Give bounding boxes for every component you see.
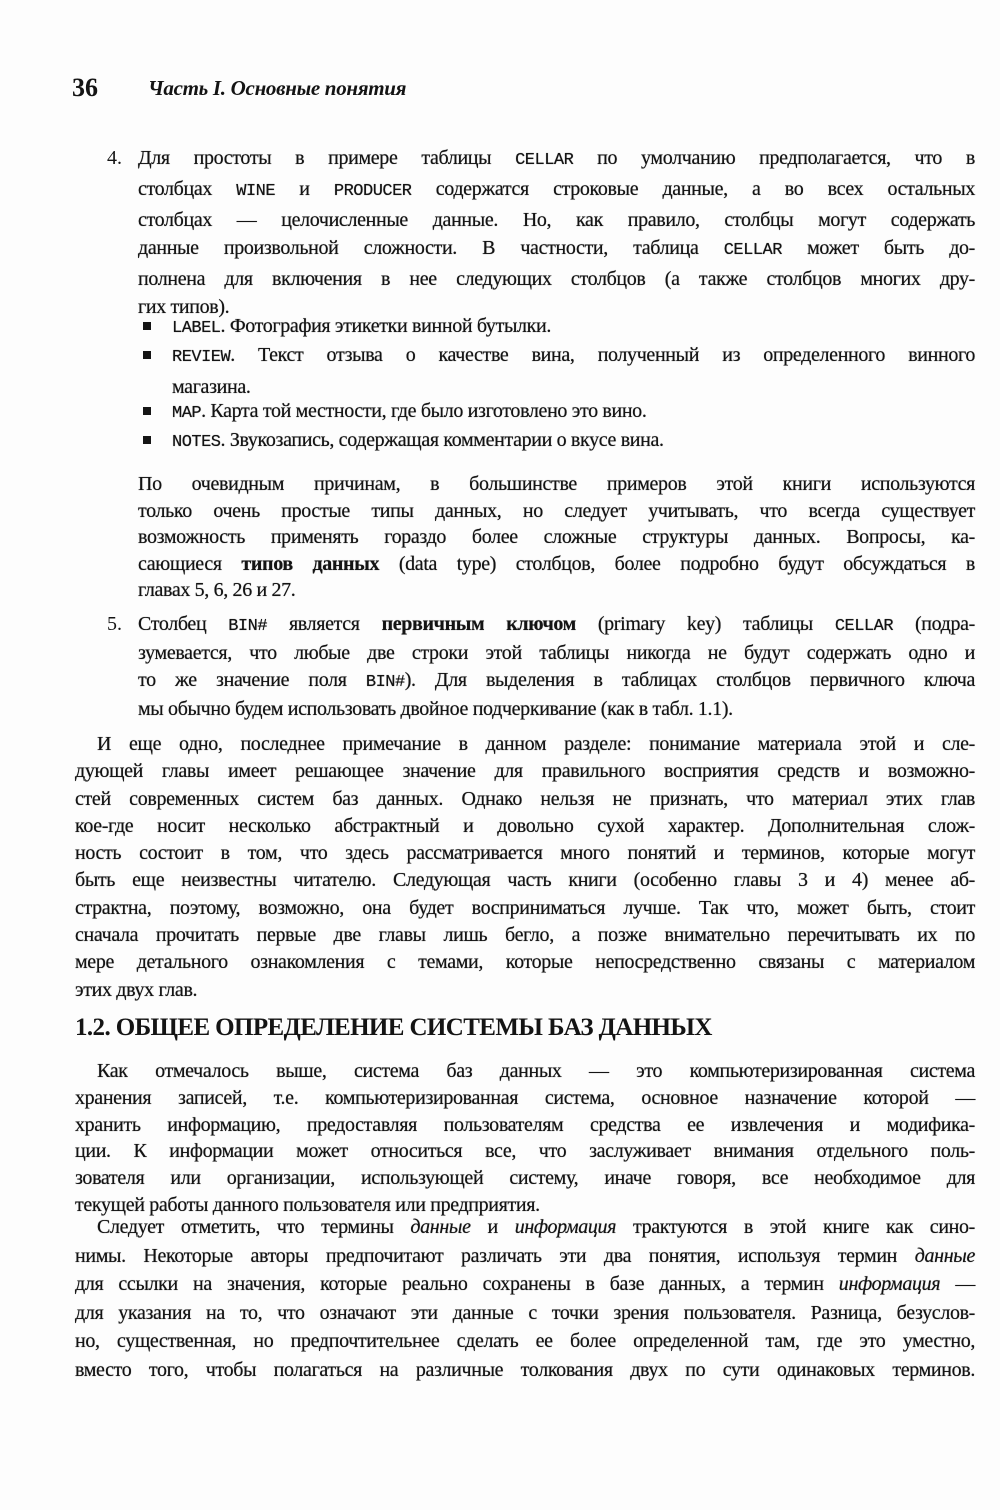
code-term: PRODUCER (333, 182, 412, 201)
text-run: для указания на то, что означают эти данные с точки зрения пользователя. Разница, безуслов- (75, 1301, 975, 1324)
text-line (75, 1112, 975, 1139)
page-number: 36 (72, 73, 98, 102)
text-run: — (940, 1273, 975, 1296)
body-paragraph (75, 1058, 975, 1219)
code-term: REVIEW (172, 348, 231, 367)
code-term: CELLAR (515, 151, 574, 170)
text-line (75, 1242, 975, 1271)
text-run: данные произвольной сложности. В частности, таблица (138, 237, 724, 259)
text-run: Столбец (138, 613, 229, 635)
text-run: но, существенная, но предпочтительнее сделать ее более определенной там, где это уместно, (75, 1330, 975, 1353)
code-term: MAP (172, 404, 202, 423)
list-number: 5. (107, 613, 122, 635)
italic-term: информация (514, 1216, 617, 1238)
text-line (75, 949, 975, 976)
text-line (138, 265, 975, 293)
text-run: является (267, 613, 382, 635)
text-line (75, 1327, 975, 1356)
text-run: Следует отметить, что термины (97, 1216, 411, 1238)
text-line (138, 144, 975, 175)
body-paragraph (75, 1213, 975, 1385)
text-line (75, 758, 975, 785)
bullet-icon (143, 322, 151, 330)
text-run: дующей главы имеет решающее значение для правильного восприятия средств и возможно- (75, 760, 975, 783)
text-line (75, 1270, 975, 1299)
text-run: только очень простые типы данных, но следует учитывать, что всегда существует (138, 499, 975, 522)
bullet-item (172, 426, 975, 458)
text-run: (подра- (893, 613, 975, 635)
section-heading: 1.2. ОБЩЕЕ ОПРЕДЕЛЕНИЕ СИСТЕМЫ БАЗ ДАННЫХ (75, 1014, 712, 1041)
bullet-icon (143, 436, 151, 444)
code-term: BIN# (228, 617, 268, 636)
text-run: кое-где носит несколько абстрактный и довольно сухой характер. Дополнительная слож- (75, 814, 975, 837)
list-number: 4. (107, 147, 122, 169)
text-run: мы обычно будем использовать двойное подчеркивание (как в табл. 1.1). (138, 698, 733, 720)
bullet-item (172, 341, 975, 401)
bold-term: типов данных (241, 552, 380, 575)
text-run: . Фотография этикетки винной бутылки. (220, 315, 552, 337)
text-run: магазина. (172, 375, 251, 398)
text-line (75, 922, 975, 949)
text-line (138, 206, 975, 234)
text-run: хранения записей, т.е. компьютеризированная система, основное назначение которой — (75, 1086, 975, 1109)
code-term: CELLAR (834, 617, 894, 636)
text-run: возможность применять гораздо более сложные структуры данных. Вопросы, ка- (138, 526, 975, 548)
text-line (138, 551, 975, 578)
text-line (75, 1299, 975, 1328)
text-line (75, 977, 975, 1004)
text-run: зователя или организации, использующей систему, иначе говоря, все необходимое для (75, 1167, 975, 1190)
text-run: вместо того, чтобы полагаться на различные толкования двух по сути одинаковых терминов. (75, 1358, 975, 1381)
text-run: стей современных систем баз данных. Однако нельзя не признать, что материал этих глав (75, 787, 975, 810)
bullet-item (172, 312, 975, 344)
bullet-item (172, 397, 975, 429)
text-line (138, 175, 975, 206)
italic-term: информация (838, 1273, 941, 1296)
text-run: нимы. Некоторые авторы предпочитают различать эти два понятия, используя термин (75, 1244, 915, 1267)
text-line (138, 498, 975, 525)
text-run: И еще одно, последнее примечание в данном разделе: понимание материала этой и сле- (97, 733, 975, 755)
text-line (172, 397, 975, 429)
text-run: . Карта той местности, где было изготовлено это вино. (201, 400, 647, 422)
text-line (138, 524, 975, 551)
text-run: Как отмечалось выше, система баз данных — это компьютеризированная система (97, 1060, 975, 1082)
text-run: по умолчанию предполагается, что в (573, 147, 975, 169)
text-line (138, 696, 975, 723)
text-run: ность состоит в том, что здесь рассматривается много понятий и терминов, которые могут (75, 842, 975, 865)
body-paragraph (75, 731, 975, 1004)
text-line (172, 426, 975, 458)
text-run: и (470, 1216, 515, 1238)
text-run: мере детального ознакомления с темами, которые непосредственно связаны с материалом (75, 951, 975, 974)
text-run: . Текст отзыва о качестве вина, полученный из определенного винного (230, 344, 975, 366)
text-run: столбцах — целочисленные данные. Но, как правило, столбцы могут содержать (138, 209, 975, 231)
text-line (75, 895, 975, 922)
text-line (138, 611, 975, 640)
list-item-4 (138, 144, 975, 321)
text-run: ). Для выделения в таблицах столбцов первичного ключа (404, 669, 975, 691)
text-line (138, 577, 975, 604)
text-run: для ссылки на значения, которые реально сохранены в базе данных, а термин (75, 1273, 839, 1296)
code-term: BIN# (365, 673, 405, 692)
text-line (75, 840, 975, 867)
text-run: (data type) столбцов, более подробно будут обсуждаться в (379, 552, 975, 575)
code-term: LABEL (172, 319, 221, 338)
text-line (75, 1213, 975, 1242)
text-line (75, 1138, 975, 1165)
text-run: главах 5, 6, 26 и 27. (138, 579, 296, 601)
text-run: полнена для включения в нее следующих столбцов (а также столбцов многих дру- (138, 268, 975, 290)
code-term: NOTES (172, 433, 221, 452)
text-line (138, 234, 975, 265)
bullet-icon (143, 407, 151, 415)
text-line (75, 1058, 975, 1085)
bold-term: первичным ключом (381, 613, 576, 635)
text-line (75, 867, 975, 894)
text-line (138, 640, 975, 667)
text-run: то же значение поля (138, 669, 366, 691)
code-term: CELLAR (723, 241, 782, 260)
text-line (75, 813, 975, 840)
text-line (138, 667, 975, 696)
text-run: зумевается, что любые две строки этой таблицы никогда не будут содержать одно и (138, 642, 975, 664)
text-run: содержатся строковые данные, а во всех остальных (411, 178, 975, 200)
list-item-5 (138, 611, 975, 723)
text-run: и (275, 178, 334, 200)
text-run: (primary key) таблицы (575, 613, 835, 635)
text-line (172, 341, 975, 373)
text-run: быть еще неизвестны читателю. Следующая часть книги (особенно главы 3 и 4) менее аб- (75, 869, 975, 892)
bullet-icon (143, 351, 151, 359)
italic-term: данные (410, 1216, 471, 1238)
running-title: Часть I. Основные понятия (148, 76, 407, 100)
text-run: трактуются в этой книге как сино- (616, 1216, 975, 1238)
text-run: ции. К информации может относиться все, что заслуживает внимания отдельного поль- (75, 1140, 975, 1163)
text-run: Для простоты в примере таблицы (138, 147, 516, 169)
text-run: страктна, поэтому, возможно, она будет восприниматься лучше. Так что, может быть, стоит (75, 896, 975, 919)
text-line (138, 471, 975, 498)
text-run: сначала прочитать первые две главы лишь бегло, а позже внимательно перечитывать их по (75, 924, 975, 947)
code-term: WINE (236, 182, 276, 201)
text-run: текущей работы данного пользователя или предприятия. (75, 1193, 540, 1216)
text-line (75, 1085, 975, 1112)
text-run: гих типов). (138, 296, 230, 318)
text-line (75, 1165, 975, 1192)
italic-term: данные (914, 1244, 975, 1267)
text-run: сающиеся (138, 552, 242, 575)
text-line (75, 731, 975, 758)
text-run: этих двух глав. (75, 978, 198, 1001)
text-line (75, 1356, 975, 1385)
text-line (172, 312, 975, 344)
text-run: хранить информацию, предоставляя пользователям средства ее извлечения и модифика- (75, 1113, 975, 1136)
text-run: . Звукозапись, содержащая комментарии о вкусе вина. (220, 429, 664, 451)
item4-paragraph (138, 471, 975, 604)
text-run: По очевидным причинам, в большинстве примеров этой книги используются (138, 473, 975, 495)
text-run: может быть до- (781, 237, 975, 259)
text-line (75, 786, 975, 813)
text-run: столбцах (138, 178, 237, 200)
